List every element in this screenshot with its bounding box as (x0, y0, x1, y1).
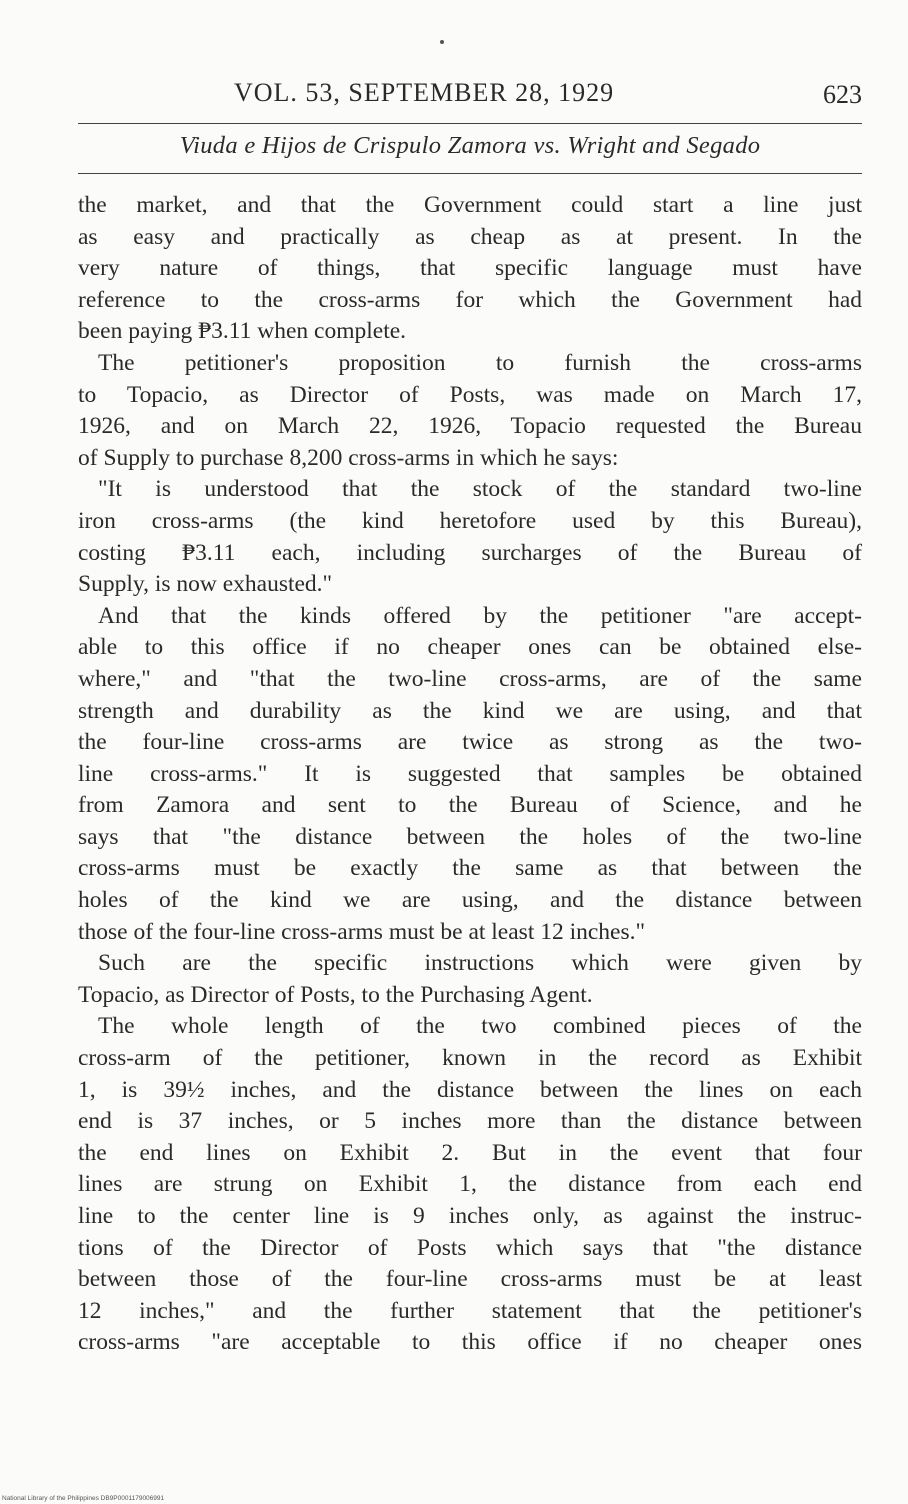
text-line: tions of the Director of Posts which says that "the distance (78, 1234, 862, 1261)
text-line: The petitioner's proposition to furnish the cross-arms (98, 349, 862, 376)
text-line: where," and "that the two-line cross-arms, are of the same (78, 665, 862, 692)
text-line: "It is understood that the stock of the standard two-line (98, 476, 862, 503)
text-line: the end lines on Exhibit 2. But in the event that four (78, 1139, 862, 1166)
text-line: end is 37 inches, or 5 inches more than the distance between (78, 1108, 862, 1135)
text-line: 1926, and on March 22, 1926, Topacio requested the Bureau (78, 413, 862, 440)
text-line: the four-line cross-arms are twice as strong as the two- (78, 729, 862, 756)
text-line: holes of the kind we are using, and the distance between (78, 887, 862, 914)
text-line: to Topacio, as Director of Posts, was made on March 17, (78, 381, 862, 408)
text-line: And that the kinds offered by the petitioner "are accept- (98, 602, 862, 629)
page-number: 623 (823, 80, 862, 109)
text-line: as easy and practically as cheap as at present. In the (78, 223, 862, 250)
text-line: able to this office if no cheaper ones can be obtained else- (78, 634, 862, 661)
speck-mark (440, 40, 444, 44)
text-line: cross-arm of the petitioner, known in the record as Exhibit (78, 1045, 862, 1072)
text-line: says that "the distance between the holes of the two-line (78, 823, 862, 850)
page-header (78, 78, 862, 118)
text-line: from Zamora and sent to the Bureau of Science, and he (78, 792, 862, 819)
text-line: those of the four-line cross-arms must be at least 12 inches." (78, 918, 646, 945)
header-rule-top (78, 123, 862, 124)
text-line: reference to the cross-arms for which the Government had (78, 286, 862, 313)
text-line: Such are the specific instructions which were given by (98, 950, 862, 977)
text-line: Supply, is now exhausted." (78, 571, 333, 598)
text-line: very nature of things, that specific language must have (78, 255, 862, 282)
text-line: strength and durability as the kind we are using, and that (78, 697, 862, 724)
text-line: of Supply to purchase 8,200 cross-arms in which he says: (78, 444, 619, 471)
text-line: iron cross-arms (the kind heretofore used by this Bureau), (78, 507, 862, 534)
text-line: cross-arms must be exactly the same as that between the (78, 855, 862, 882)
text-line: Topacio, as Director of Posts, to the Purchasing Agent. (78, 981, 593, 1008)
text-line: lines are strung on Exhibit 1, the distance from each end (78, 1171, 862, 1198)
text-line: The whole length of the two combined pieces of the (98, 1013, 862, 1040)
case-title: Viuda e Hijos de Crispulo Zamora vs. Wright and Segado (179, 132, 761, 159)
text-line: cross-arms "are acceptable to this office if no cheaper ones (78, 1329, 862, 1356)
source-note: National Library of the Philippines DB9P0001179006991 (2, 1495, 165, 1502)
text-line: been paying ₱3.11 when complete. (78, 318, 407, 345)
text-line: 1, is 39½ inches, and the distance between the lines on each (78, 1076, 862, 1103)
text-line: line cross-arms." It is suggested that samples be obtained (78, 760, 862, 787)
text-line: line to the center line is 9 inches only, as against the instruc- (78, 1203, 862, 1229)
body-text (78, 190, 862, 1359)
text-line: the market, and that the Government could start a line just (78, 192, 862, 218)
text-line: 12 inches," and the further statement that the petitioner's (78, 1297, 862, 1324)
header-rule-bottom (78, 173, 862, 174)
text-line: costing ₱3.11 each, including surcharges of the Bureau of (78, 539, 862, 566)
text-line: between those of the four-line cross-arms must be at least (78, 1266, 862, 1293)
running-head: VOL. 53, SEPTEMBER 28, 1929 (234, 78, 615, 107)
